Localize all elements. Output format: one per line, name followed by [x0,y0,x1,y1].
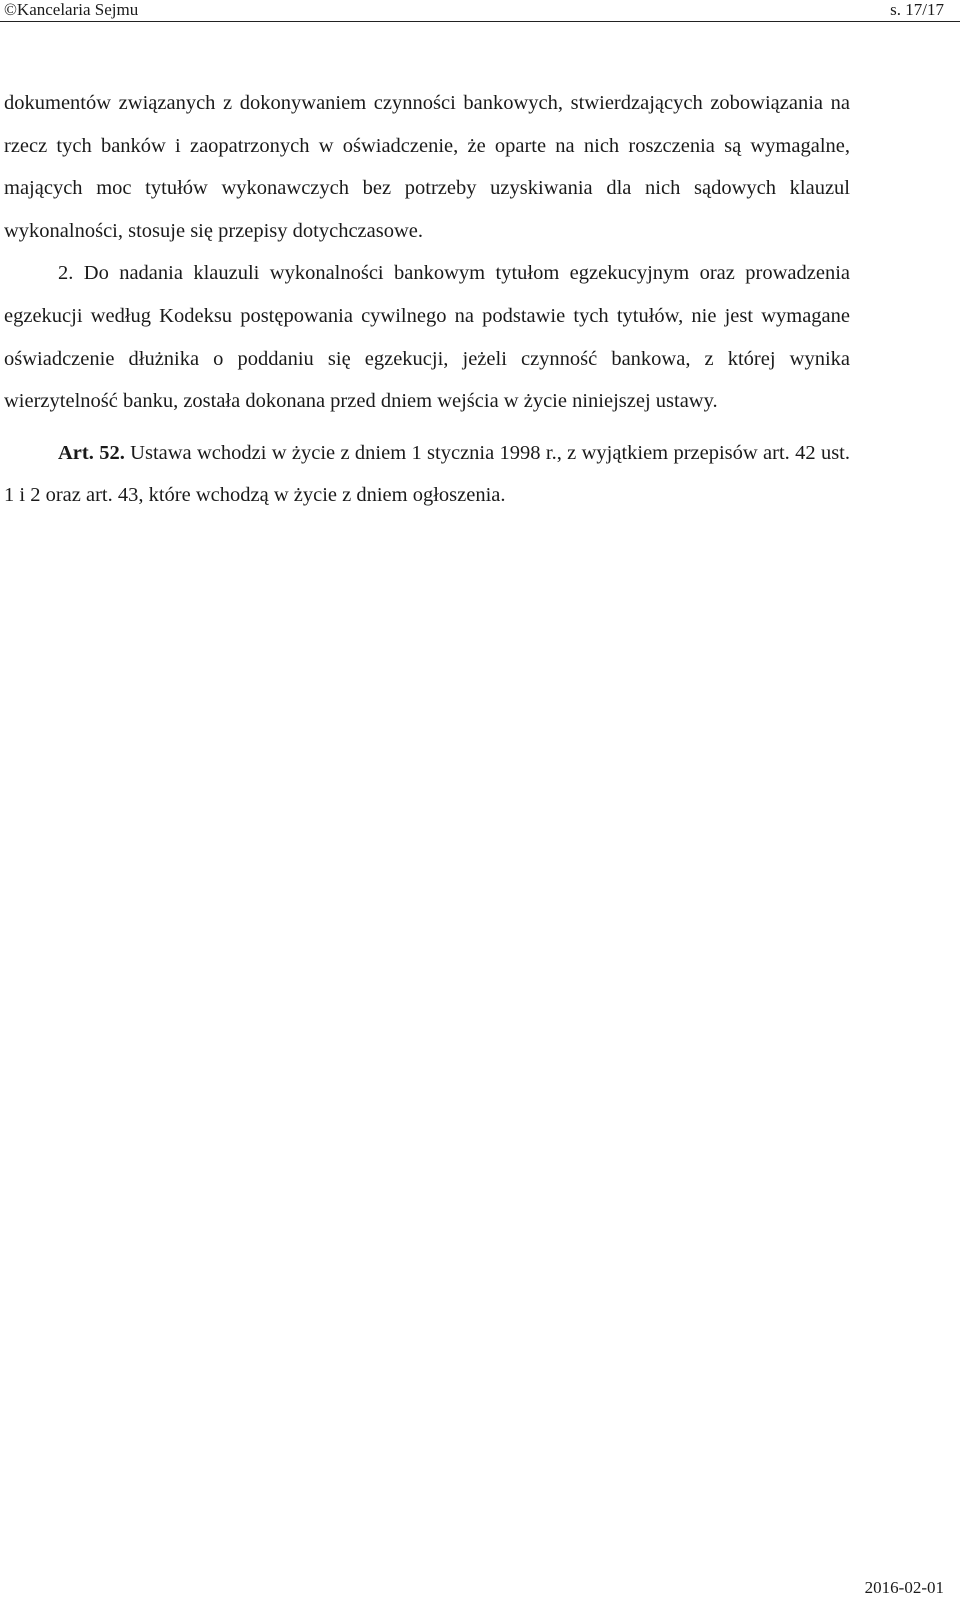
publisher-label: ©Kancelaria Sejmu [4,0,139,19]
footer-date: 2016-02-01 [864,1578,944,1597]
paragraph-continuation: dokumentów związanych z dokonywaniem czynności bankowych, stwierdzających zobowiązania na rzecz tych banków i zaopatrzonych w oświadczenie, że oparte na nich roszczenia są wymagalne, mających moc tytułów wykonawczych bez potrzeby uzyskiwania dla nich sądowych klauzul wykonalności, stosuje się przepisy dotychczasowe. [4,92,850,242]
article-text: Ustawa wchodzi w życie z dniem 1 stycznia 1998 r., z wyjątkiem przepisów art. 42 ust. 1 i 2 oraz art. 43, które wchodzą w życie z dniem ogłoszenia. [4,441,851,507]
paragraph-item-2: 2. Do nadania klauzuli wykonalności bankowym tytułom egzekucyjnym oraz prowadzenia egzekucji według Kodeksu postępowania cywilnego na podstawie tych tytułów, nie jest wymagane oświadczenie dłużnika o poddaniu się egzekucji, jeżeli czynność bankowa, z której wynika wierzytelność banku, została dokonana przed dniem wejścia w życie niniejszej ustawy. [4,262,850,413]
article-number: Art. 52. [58,441,125,464]
paragraph-article-52 [4,432,850,517]
document-body [4,82,850,517]
page-number: s. 17/17 [890,0,944,19]
page-header [0,0,960,24]
header-divider [0,21,960,22]
